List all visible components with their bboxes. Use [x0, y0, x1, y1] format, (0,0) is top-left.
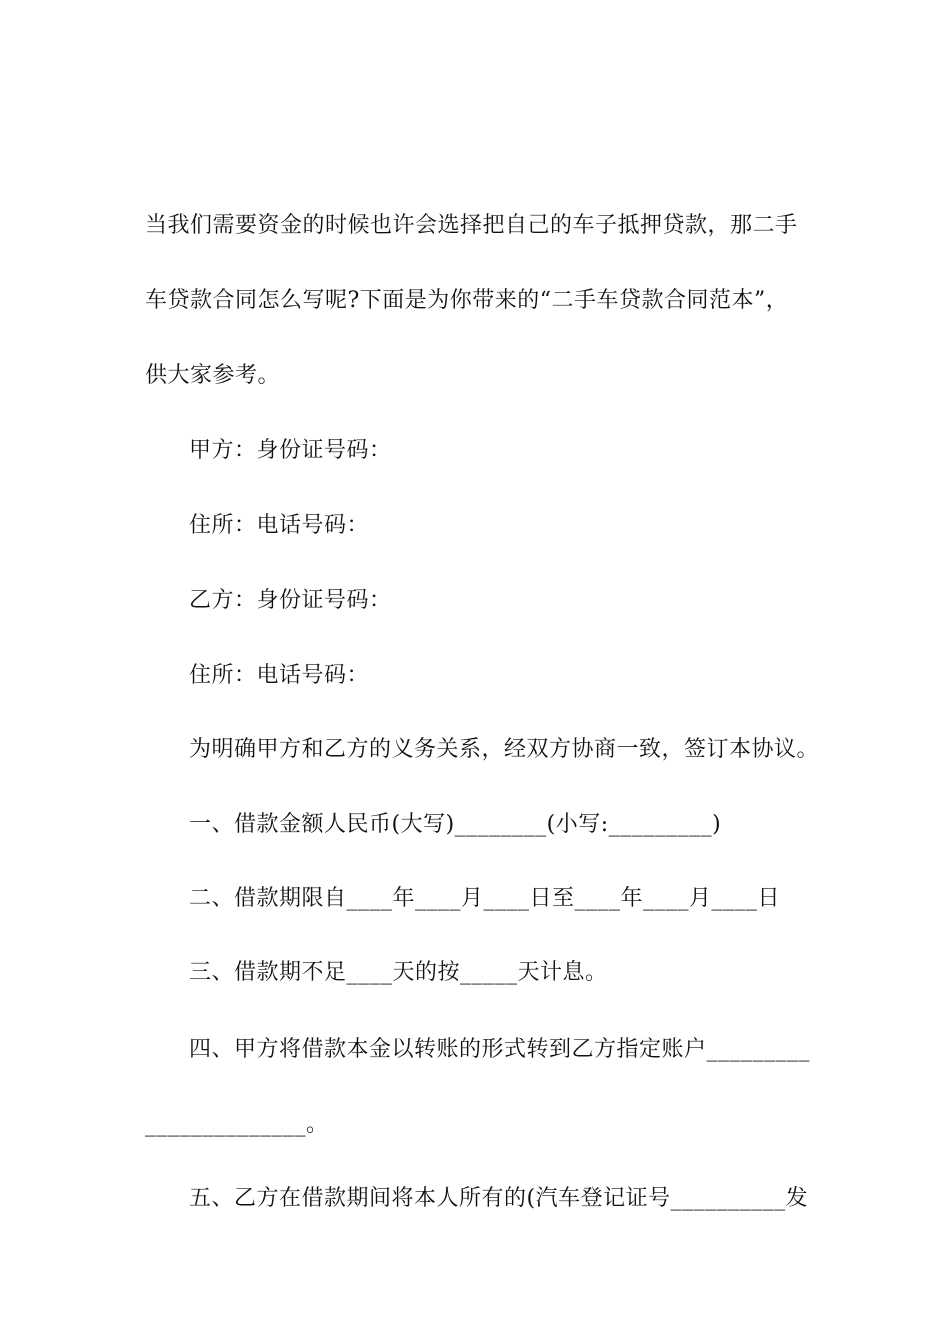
clause-5: 五、乙方在借款期间将本人所有的(汽车登记证号__________发: [189, 1186, 809, 1211]
clause-1: 一、借款金额人民币(大写)________(小写:_________): [189, 812, 722, 837]
clause-4-continued: ______________。: [145, 1112, 329, 1137]
intro-line-1: 当我们需要资金的时候也许会选择把自己的车子抵押贷款，那二手: [145, 213, 798, 238]
clause-4: 四、甲方将借款本金以转账的形式转到乙方指定账户_________: [189, 1037, 811, 1062]
purpose-paragraph: 为明确甲方和乙方的义务关系，经双方协商一致，签订本协议。: [189, 737, 820, 762]
clause-2: 二、借款期限自____年____月____日至____年____月____日: [189, 886, 781, 911]
party-a-address-line: 住所：电话号码：: [189, 513, 370, 538]
intro-line-3: 供大家参考。: [145, 363, 281, 388]
party-a-line: 甲方：身份证号码：: [189, 438, 392, 463]
clause-3: 三、借款期不足____天的按_____天计息。: [189, 960, 608, 985]
party-b-address-line: 住所：电话号码：: [189, 663, 370, 688]
intro-line-2: 车贷款合同怎么写呢?下面是为你带来的“二手车贷款合同范本”，: [145, 288, 789, 313]
party-b-line: 乙方：身份证号码：: [189, 588, 392, 613]
